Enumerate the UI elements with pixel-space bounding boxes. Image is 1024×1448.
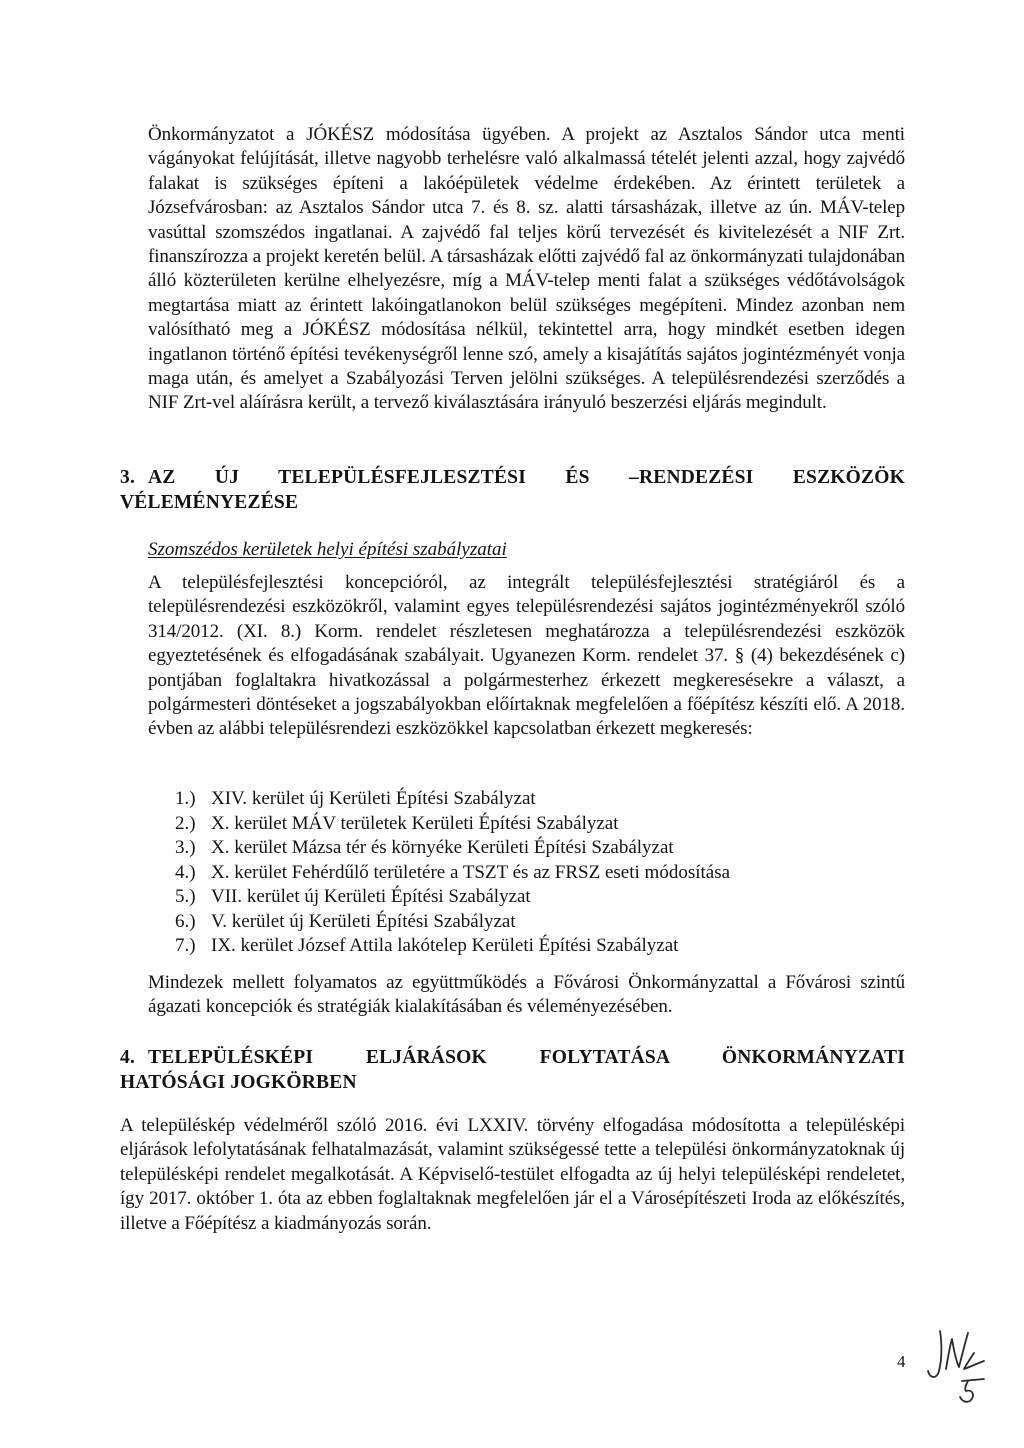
subheading: Szomszédos kerületek helyi építési szabályzatai [148,539,507,560]
list-item: 2.) X. kerület MÁV területek Kerületi Építési Szabályzat [175,812,619,834]
list-item: 6.) V. kerület új Kerületi Építési Szabályzat [175,910,516,932]
section-number: 3. [120,467,136,488]
list-item: 3.) X. kerület Mázsa tér és környéke Kerületi Építési Szabályzat [175,837,674,858]
page-number: 4 [897,1352,906,1371]
section-heading-line1 [120,1046,905,1071]
numbered-list [175,787,730,959]
section-title: TELEPÜLÉSKÉPI ELJÁRÁSOK FOLYTATÁSA ÖNKORMÁNYZATI [148,1047,905,1068]
section-title-continued: HATÓSÁGI JOGKÖRBEN [120,1071,357,1093]
section-heading-line1 [120,466,905,491]
list-item: 7.) IX. kerület József Attila lakótelep Kerületi Építési Szabályzat [175,935,679,956]
section-number: 4. [120,1047,136,1068]
body-paragraph: Önkormányzatot a JÓKÉSZ módosítása ügyében. A projekt az Asztalos Sándor utca menti vágányokat felújítását, illetve nagyobb terhelésre való alkalmassá tételét jelenti azzal, hogy zajvédő falakat is szükséges építeni a lakóépületek védelme érdekében. Az érintett területek a Józsefvárosban: az Asztalos Sándor utca 7. és 8. sz. alatti társasházak, illetve az ún. MÁV-telep vasúttal szomszédos ingatlanai. A zajvédő fal teljes körű tervezését és kivitelezését a NIF Zrt. finanszírozza a projekt keretén belül. A társasházak előtti zajvédő fal az önkormányzati tulajdonában álló közterületen kerülne elhelyezésre, míg a MÁV-telep menti falat a szükséges védőtávolságok megtartása miatt az érintett lakóingatlanokon belül szükséges megépíteni. Mindez azonban nem valósítható meg a JÓKÉSZ módosítása nélkül, tekintettel arra, hogy mindkét esetben idegen ingatlanon történő építési tevékenységről lenne szó, amely a kisajátítás sajátos jogintézményét vonja maga után, és amelyet a Szabályozási Terven jelölni szükséges. A településrendezési szerződés a NIF Zrt-vel aláírásra került, a tervező kiválasztására irányuló beszerzési eljárás megindult. [148,124,905,414]
section-title-continued: VÉLEMÉNYEZÉSE [120,491,299,513]
list-item: 5.) VII. kerület új Kerületi Építési Szabályzat [175,886,531,907]
body-paragraph: A településfejlesztési koncepcióról, az integrált településfejlesztési stratégiáról és a településrendezési eszközökről, valamint egyes településrendezési sajátos jogintézményekről szóló 314/2012. (XI. 8.) Korm. rendelet részletesen meghatározza a településrendezési eszközök egyeztetésének és elfogadásának szabályait. Ugyanezen Korm. rendelet 37. § (4) bekezdésének c) pontjában foglaltakra hivatkozással a polgármesterhez érkezett megkeresésekre a választ, a polgármesteri döntéseket a jogszabályokban előírtaknak megfelelően a főépítész készíti elő. A 2018. évben az alábbi településrendezi eszközökkel kapcsolatban érkezett megkeresés: [148,572,905,740]
list-item: 1.) XIV. kerület új Kerületi Építési Szabályzat [175,788,536,809]
list-item: 4.) X. kerület Fehérdűlő területére a TSZT és az FRSZ eseti módosítása [175,861,731,883]
section-heading [120,466,905,515]
body-paragraph: A településkép védelméről szóló 2016. évi LXXIV. törvény elfogadása módosította a településképi eljárások lefolytatásának felhatalmazását, valamint szükségessé tette a települési önkormányzatoknak új településképi rendelet megalkotását. A Képviselő-testület elfogadta az új helyi településképi rendeletet, így 2017. október 1. óta az ebben foglaltaknak megfelelően jár el a Városépítészeti Iroda az előkészítés, illetve a Főépítész a kiadmányozás során. [120,1115,905,1234]
body-paragraph: Mindezek mellett folyamatos az együttműködés a Fővárosi Önkormányzattal a Fővárosi szintű ágazati koncepciók és stratégiák kialakításában és véleményezésében. [148,972,905,1018]
section-title: AZ ÚJ TELEPÜLÉSFEJLESZTÉSI ÉS –RENDEZÉSI ESZKÖZÖK [148,467,905,488]
handwritten-signature [918,1325,998,1405]
section-heading [120,1046,905,1095]
